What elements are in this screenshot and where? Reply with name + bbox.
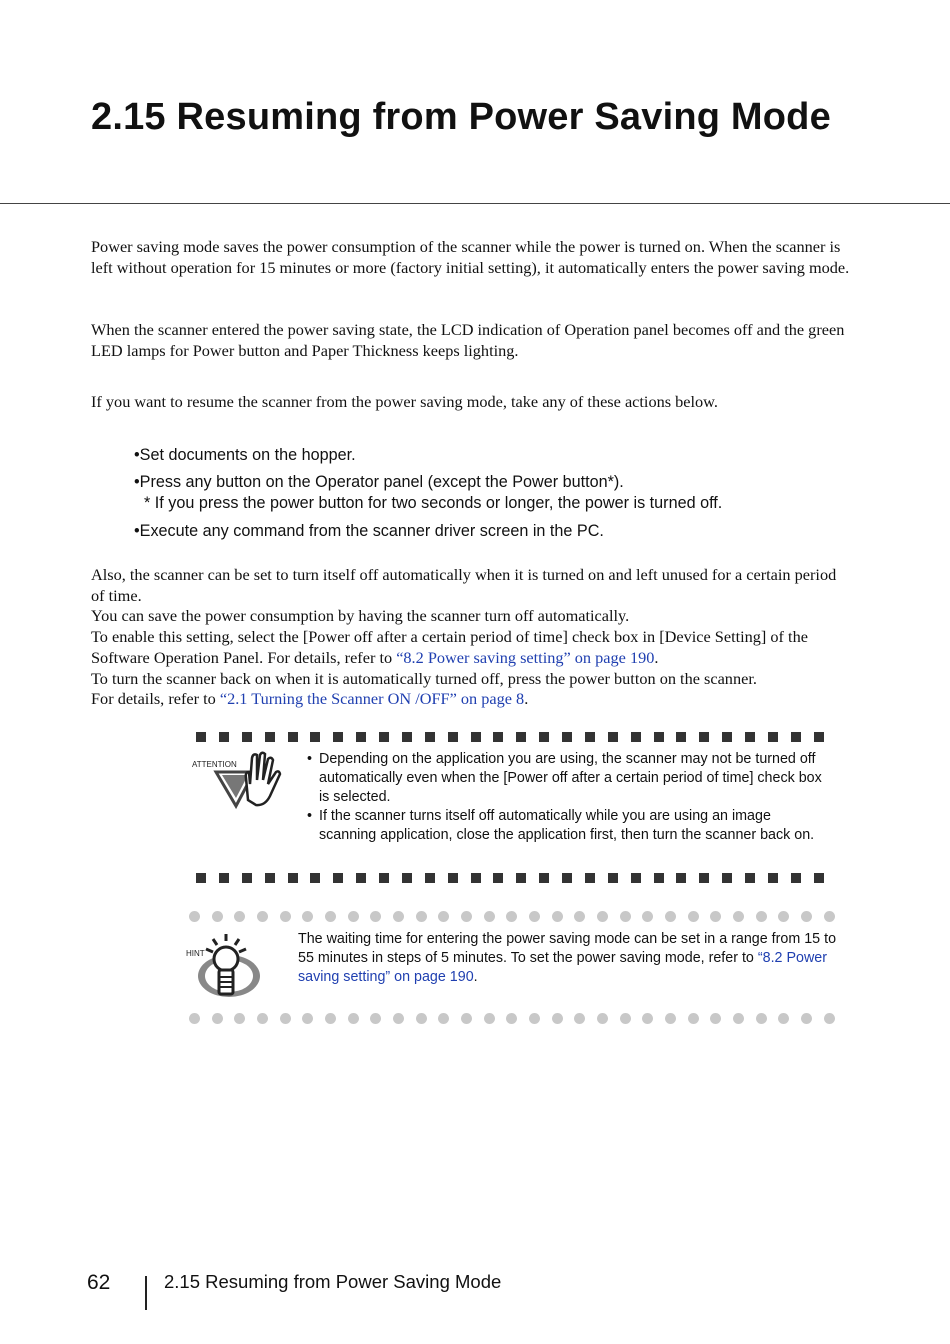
border-dot: [438, 1013, 449, 1024]
border-square: [814, 873, 824, 883]
border-dot: [461, 1013, 472, 1024]
border-dot: [484, 1013, 495, 1024]
power-saving-setting-link[interactable]: “8.2 Power saving setting” on page 190: [396, 647, 655, 667]
border-square: [493, 873, 503, 883]
auto-off-paragraph: [91, 565, 851, 710]
border-square: [516, 732, 526, 742]
footer-divider: [145, 1276, 147, 1310]
border-dot: [325, 1013, 336, 1024]
hint-bottom-border: [189, 1013, 835, 1024]
border-square: [219, 873, 229, 883]
border-dot: [529, 1013, 540, 1024]
list-item: •Set documents on the hopper.: [134, 446, 356, 464]
border-dot: [756, 1013, 767, 1024]
auto-off-line: Also, the scanner can be set to turn itself off automatically when it is turned on and left unused for a certain period of time.: [91, 565, 837, 605]
attention-item: • Depending on the application you are using, the scanner may not be turned off automatically even when the [Power off after a certain period of time] check box is selected.: [307, 751, 822, 805]
border-dot: [257, 911, 268, 922]
border-square: [471, 732, 481, 742]
border-dot: [801, 911, 812, 922]
border-square: [631, 873, 641, 883]
border-square: [288, 732, 298, 742]
auto-off-line: To enable this setting, select the [Power off after a certain period of time] check box in [Device Setting] of the Software Operation Panel. For details, refer to “8.2 Power saving setting” on page 190.: [91, 627, 808, 667]
border-square: [539, 732, 549, 742]
page-number: 62: [87, 1271, 111, 1294]
border-dot: [710, 1013, 721, 1024]
attention-icon: [192, 750, 287, 810]
border-dot: [665, 1013, 676, 1024]
border-dot: [756, 911, 767, 922]
border-dot: [552, 1013, 563, 1024]
border-dot: [234, 1013, 245, 1024]
border-square: [265, 873, 275, 883]
border-square: [699, 873, 709, 883]
list-item: •Execute any command from the scanner driver screen in the PC.: [134, 522, 604, 540]
border-dot: [552, 911, 563, 922]
border-square: [333, 732, 343, 742]
border-square: [745, 873, 755, 883]
border-square: [310, 732, 320, 742]
border-dot: [688, 911, 699, 922]
hint-icon-label: HINT: [186, 949, 205, 958]
border-square: [310, 873, 320, 883]
hint-lightbulb-icon: [186, 932, 266, 1002]
border-square: [493, 732, 503, 742]
border-dot: [348, 911, 359, 922]
border-dot: [778, 911, 789, 922]
attention-icon-label: ATTENTION: [192, 760, 237, 769]
border-dot: [189, 1013, 200, 1024]
border-dot: [506, 1013, 517, 1024]
border-square: [265, 732, 275, 742]
border-square: [219, 732, 229, 742]
hint-top-border: [189, 911, 835, 922]
border-dot: [257, 1013, 268, 1024]
border-square: [242, 732, 252, 742]
border-dot: [212, 911, 223, 922]
border-dot: [370, 911, 381, 922]
border-square: [676, 873, 686, 883]
auto-off-line: You can save the power consumption by having the scanner turn off automatically.: [91, 606, 630, 626]
attention-notes: [307, 750, 827, 845]
border-square: [425, 873, 435, 883]
border-square: [402, 732, 412, 742]
border-dot: [642, 1013, 653, 1024]
border-square: [562, 732, 572, 742]
border-dot: [189, 911, 200, 922]
border-dot: [824, 911, 835, 922]
hint-text: The waiting time for entering the power saving mode can be set in a range from 15 to 55 minutes in steps of 5 minutes. To set the power saving mode, refer to “8.2 Power saving setting” on page 190.: [298, 931, 837, 985]
border-dot: [416, 911, 427, 922]
border-dot: [280, 1013, 291, 1024]
border-dot: [597, 1013, 608, 1024]
border-dot: [212, 1013, 223, 1024]
border-square: [654, 873, 664, 883]
border-square: [608, 732, 618, 742]
border-dot: [484, 911, 495, 922]
border-square: [448, 873, 458, 883]
border-square: [814, 732, 824, 742]
border-square: [562, 873, 572, 883]
border-square: [356, 732, 366, 742]
border-dot: [370, 1013, 381, 1024]
attention-bottom-border: [196, 873, 824, 883]
border-dot: [280, 911, 291, 922]
border-dot: [824, 1013, 835, 1024]
border-dot: [461, 911, 472, 922]
border-dot: [574, 1013, 585, 1024]
intro-paragraph-3: If you want to resume the scanner from the power saving mode, take any of these actions below.: [91, 392, 718, 411]
border-square: [539, 873, 549, 883]
border-dot: [325, 911, 336, 922]
border-dot: [529, 911, 540, 922]
border-square: [196, 873, 206, 883]
list-item: •Press any button on the Operator panel (except the Power button*).: [134, 473, 624, 491]
border-square: [242, 873, 252, 883]
border-square: [745, 732, 755, 742]
border-dot: [778, 1013, 789, 1024]
border-dot: [597, 911, 608, 922]
border-dot: [733, 1013, 744, 1024]
border-square: [402, 873, 412, 883]
border-square: [288, 873, 298, 883]
border-dot: [438, 911, 449, 922]
border-square: [333, 873, 343, 883]
border-square: [791, 873, 801, 883]
border-square: [585, 873, 595, 883]
border-square: [516, 873, 526, 883]
border-dot: [733, 911, 744, 922]
border-dot: [688, 1013, 699, 1024]
footer-section-title: 2.15 Resuming from Power Saving Mode: [164, 1271, 502, 1292]
border-square: [425, 732, 435, 742]
attention-item: • If the scanner turns itself off automatically while you are using an image scanning application, close the application first, then turn the scanner back on.: [307, 808, 815, 843]
page-title: 2.15 Resuming from Power Saving Mode: [91, 96, 831, 138]
border-dot: [234, 911, 245, 922]
border-square: [471, 873, 481, 883]
border-dot: [620, 911, 631, 922]
border-square: [768, 732, 778, 742]
border-dot: [801, 1013, 812, 1024]
border-dot: [665, 911, 676, 922]
intro-paragraph-2: When the scanner entered the power saving state, the LCD indication of Operation panel becomes off and the green LED lamps for Power button and Paper Thickness keeps lighting.: [91, 320, 845, 360]
border-square: [585, 732, 595, 742]
border-square: [631, 732, 641, 742]
border-dot: [574, 911, 585, 922]
list-item-note: * If you press the power button for two seconds or longer, the power is turned off.: [144, 494, 723, 512]
border-square: [676, 732, 686, 742]
attention-top-border: [196, 732, 824, 742]
border-square: [791, 732, 801, 742]
border-dot: [302, 911, 313, 922]
border-square: [379, 873, 389, 883]
border-dot: [348, 1013, 359, 1024]
border-dot: [506, 911, 517, 922]
border-square: [722, 873, 732, 883]
border-square: [356, 873, 366, 883]
border-dot: [393, 1013, 404, 1024]
border-dot: [416, 1013, 427, 1024]
border-square: [448, 732, 458, 742]
title-divider: [0, 203, 950, 204]
border-dot: [302, 1013, 313, 1024]
border-square: [699, 732, 709, 742]
border-square: [768, 873, 778, 883]
border-square: [379, 732, 389, 742]
hint-power-saving-link[interactable]: “8.2 Power saving setting” on page 190: [298, 950, 828, 985]
border-dot: [642, 911, 653, 922]
border-dot: [620, 1013, 631, 1024]
auto-off-line: For details, refer to “2.1 Turning the Scanner ON /OFF” on page 8.: [91, 689, 529, 709]
turning-scanner-on-off-link[interactable]: “2.1 Turning the Scanner ON /OFF” on page 8: [219, 689, 525, 709]
border-square: [196, 732, 206, 742]
border-dot: [393, 911, 404, 922]
intro-paragraph-1: Power saving mode saves the power consumption of the scanner while the power is turned on. When the scanner is left without operation for 15 minutes or more (factory initial setting), it automatically enters the power saving mode.: [91, 237, 850, 277]
border-dot: [710, 911, 721, 922]
border-square: [654, 732, 664, 742]
auto-off-line: To turn the scanner back on when it is automatically turned off, press the power button on the scanner.: [91, 668, 757, 688]
border-square: [608, 873, 618, 883]
border-square: [722, 732, 732, 742]
